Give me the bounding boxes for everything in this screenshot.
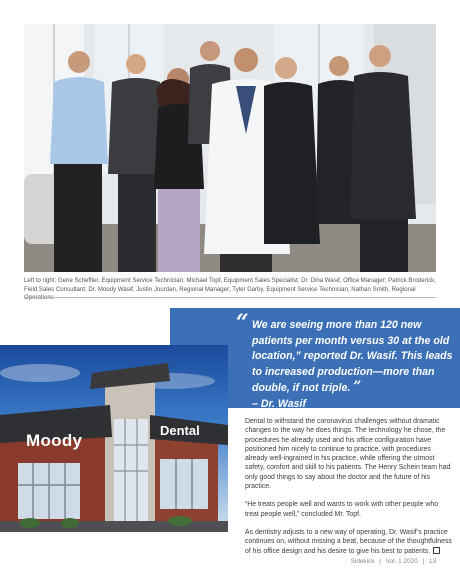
team-photo-illustration	[24, 24, 436, 272]
pull-quote-text: We are seeing more than 120 new patients per month versus 30 at the old location,” reported Dr. Wasif. This leads to increased production—more than double, if not triple.	[252, 319, 453, 394]
pull-quote-attribution: – Dr. Wasif	[252, 397, 306, 410]
footer-publication: Sidekick	[350, 558, 375, 565]
body-paragraph-text: As dentistry adjusts to a new way of operating, Dr. Wasif’s practice continues on, without missing a beat, because of the thoughtfulness of his office design and his desire to give his best to patients.	[245, 528, 452, 555]
body-paragraph: “He treats people well and wants to work with other people who treat people well,” concluded Mr. Topf.	[245, 501, 439, 518]
footer-issue: Vol. 1 2020	[385, 558, 418, 565]
building-sign-left: Moody	[26, 431, 83, 450]
footer-page-number: 13	[428, 558, 436, 565]
building-sign-right: Dental	[160, 423, 200, 438]
photo-caption: Left to right: Gene Scheffler, Equipment Service Technician; Michael Topf, Equipment Sales Specialist; Dr. Dina Wasif, Office Manager; Patrick Broderick, Field Sales Consultant; Dr. Moody Wasif; Justin Jourdan, Regional Manager; Tyler Darby, Equipment Service Technician; Nathan Smith, Regional Operations	[24, 277, 436, 302]
building-photo	[0, 345, 228, 532]
close-quote-mark: ”	[353, 379, 362, 395]
section-divider	[24, 297, 436, 298]
body-paragraph: Dental to withstand the coronavirus challenges without dramatic changes to the way he does things. The technology he chose, the procedures he already used and his office configuration have positioned him nicely to continue to practice, with procedures already well-ingrained in his practice, while offering the utmost safety, comfort and skill to his patients. The Henry Schein team had only good things to say about the doctor and the future of his practice.	[245, 418, 451, 491]
end-mark-icon	[433, 547, 440, 554]
team-photo	[24, 24, 436, 272]
open-quote-mark: “	[236, 310, 249, 336]
body-paragraph-last	[245, 528, 453, 556]
article-body	[245, 417, 453, 565]
pull-quote	[252, 318, 457, 412]
footer-separator: |	[379, 558, 381, 565]
footer-separator: |	[422, 558, 425, 565]
page-footer	[351, 558, 436, 565]
